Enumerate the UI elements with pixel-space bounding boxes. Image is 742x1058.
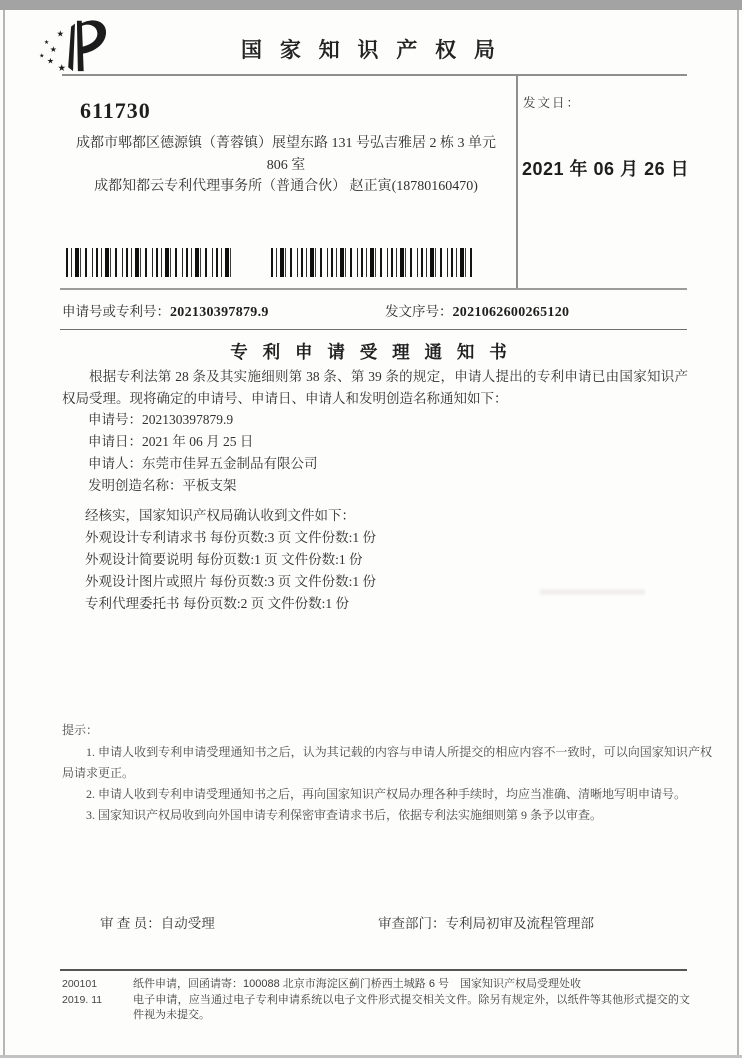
- field-row: [88, 431, 318, 453]
- date-box-divider: [516, 74, 518, 290]
- field-row: [88, 475, 318, 497]
- received-intro: 经核实，国家知识产权局确认收到文件如下：: [85, 508, 355, 523]
- tips-heading: 提示：: [62, 723, 99, 737]
- serial-number-value: 2021062600265120: [452, 305, 570, 320]
- footer-note-line: 电子申请，应当通过电子专利申请系统以电子文件形式提交相关文件。除另有规定外，以纸件等其他形式提交的文件视为未提交。: [133, 993, 690, 1021]
- svg-text:★: ★: [49, 44, 57, 54]
- header-divider: [62, 74, 687, 76]
- application-number-label: 申请号或专利号：: [62, 304, 170, 319]
- recipient-address-line2: 806 室: [266, 157, 306, 173]
- scan-edge-top: [0, 0, 742, 10]
- department-label: 审查部门：: [378, 916, 446, 931]
- field-row: [88, 453, 318, 475]
- scan-edge-left: [3, 10, 5, 1058]
- field-value: 202130397879.9: [142, 412, 234, 427]
- field-label: 申请日：: [88, 434, 142, 449]
- scan-edge-right: [737, 10, 739, 1058]
- recipient-address-line1: 成都市郫都区德源镇（菁蓉镇）展望东路 131 号弘吉雅居 2 栋 3 单元: [76, 136, 496, 151]
- svg-text:★: ★: [57, 63, 67, 75]
- field-label: 发明创造名称：: [88, 478, 183, 493]
- tip-item: 1. 申请人收到专利申请受理通知书之后，认为其记载的内容与申请人所提交的相应内容不一致时，可以向国家知识产权局请求更正。: [62, 745, 712, 780]
- field-row: [88, 409, 318, 431]
- tip-item: 3. 国家知识产权局收到向外国申请专利保密审查请求书后，依据专利法实施细则第 9 条予以审查。: [86, 808, 603, 822]
- dispatch-date-value: 2021 年 06 月 26 日: [522, 159, 690, 179]
- field-value: 平板支架: [182, 478, 237, 493]
- recipient-agent-line: 成都知都云专利代理事务所（普通合伙） 赵正寅(18780160470): [94, 179, 478, 194]
- examiner-label: 审 查 员：: [100, 916, 161, 931]
- notice-intro: 根据专利法第 28 条及其实施细则第 38 条、第 39 条的规定，申请人提出的专利申请已由国家知识产权局受理。现将确定的申请号、申请日、申请人和发明创造名称通知如下：: [62, 369, 688, 406]
- tip-item: 2. 申请人收到专利申请受理通知书之后，再向国家知识产权局办理各种手续时，均应当准确、清晰地写明申请号。: [86, 787, 687, 801]
- footer-code: 2019. 11: [62, 993, 103, 1006]
- document-row: 专利代理委托书 每份页数:2 页 文件份数:1 份: [85, 596, 350, 611]
- barcode: [66, 248, 233, 277]
- department: [378, 912, 594, 932]
- barcode-divider: [60, 288, 687, 290]
- tips-list: [62, 742, 712, 826]
- svg-text:★: ★: [46, 56, 54, 66]
- barcode: [271, 248, 473, 277]
- footer-notes: [133, 977, 690, 1024]
- serial-number: [385, 300, 569, 321]
- document-row: 外观设计简要说明 每份页数:1 页 文件份数:1 份: [85, 552, 363, 567]
- department-value: 专利局初审及流程管理部: [445, 916, 594, 931]
- field-label: 申请号：: [88, 412, 142, 427]
- svg-text:★: ★: [39, 53, 45, 60]
- application-fields: [88, 409, 318, 497]
- footer-form-codes: [62, 977, 122, 1008]
- scan-smudge: [540, 589, 645, 595]
- examiner: [100, 912, 215, 932]
- document-row: 外观设计专利请求书 每份页数:3 页 文件份数:1 份: [85, 530, 377, 545]
- field-value: 东莞市佳昇五金制品有限公司: [142, 456, 318, 471]
- recipient-postal-code: 611730: [80, 98, 151, 123]
- dispatch-date-label: 发文日：: [523, 96, 582, 110]
- application-number: [62, 300, 269, 321]
- footer-note-line: 纸件申请，回函请寄：100088 北京市海淀区蓟门桥西土城路 6 号 国家知识产权局受理处收: [133, 978, 581, 990]
- svg-text:★: ★: [56, 28, 65, 39]
- recipient-address-block: [58, 133, 514, 198]
- footer-code: 200101: [62, 978, 98, 990]
- title-divider: [60, 329, 687, 330]
- examiner-value: 自动受理: [160, 916, 215, 931]
- agency-title: 国 家 知 识 产 权 局: [240, 39, 501, 62]
- footer-divider: [60, 969, 687, 971]
- document-row: 外观设计图片或照片 每份页数:3 页 文件份数:1 份: [85, 574, 377, 589]
- serial-number-label: 发文序号：: [385, 304, 453, 319]
- svg-text:★: ★: [43, 40, 50, 47]
- field-label: 申请人：: [88, 456, 142, 471]
- notice-title: 专 利 申 请 受 理 通 知 书: [230, 342, 512, 362]
- application-number-value: 202130397879.9: [170, 305, 269, 320]
- received-documents: [85, 505, 376, 615]
- field-value: 2021 年 06 月 25 日: [142, 434, 254, 449]
